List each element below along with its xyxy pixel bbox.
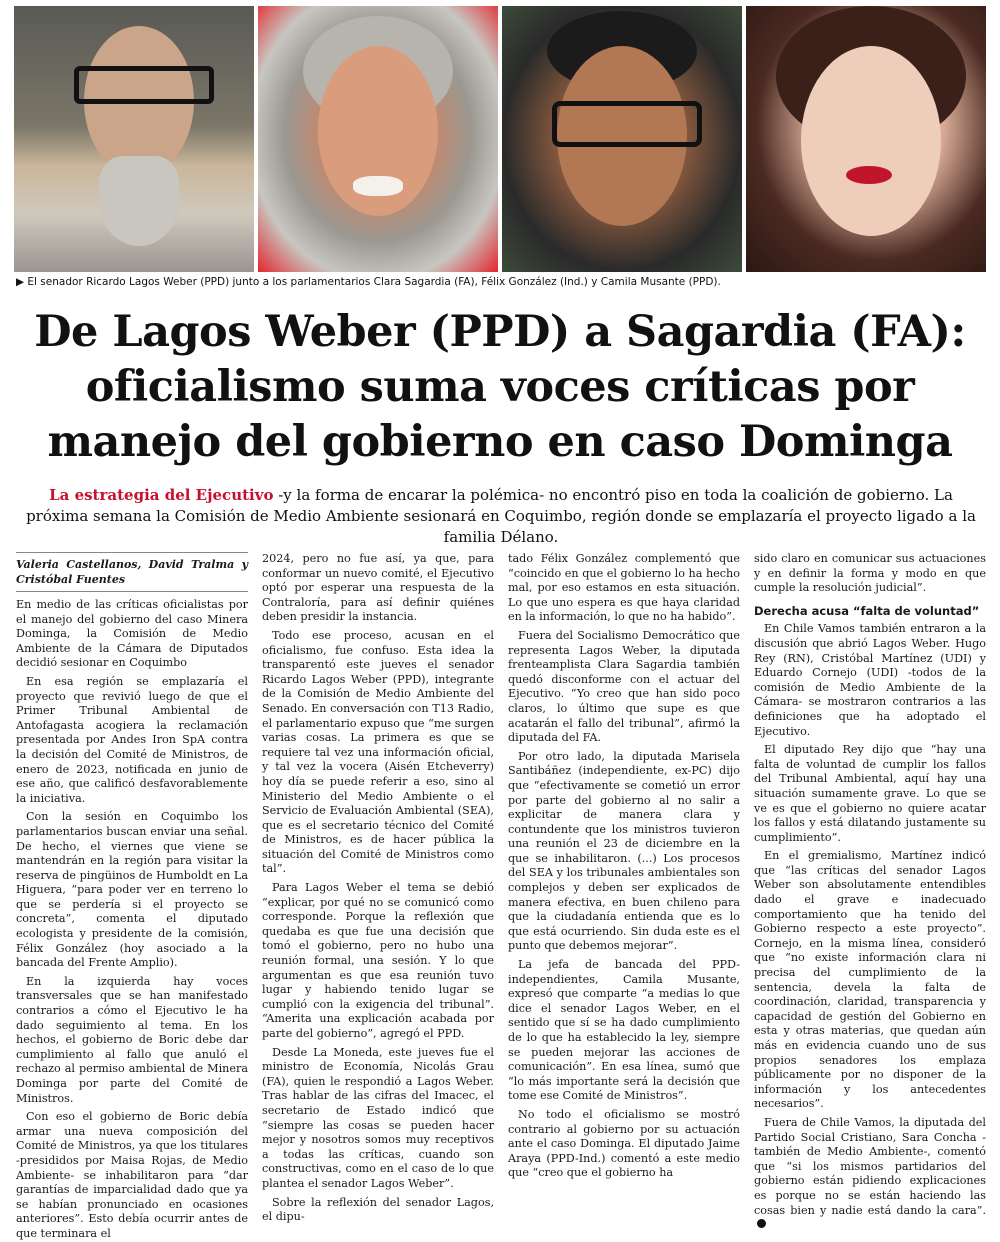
paragraph: Sobre la reflexión del senador Lagos, el dipu-: [262, 1195, 494, 1224]
headline-line: manejo del gobierno en caso Dominga: [47, 417, 953, 467]
paragraph-text: Fuera de Chile Vamos, la diputada del Partido Social Cristiano, Sara Concha -también de Medio Ambiente-, comentó que “si los mismos partidarios del gobierno están pidiendo explicaciones es porque no se están haciendo las cosas bien y nadie está dando la cara”.: [754, 1115, 986, 1217]
paragraph: En Chile Vamos también entraron a la discusión que abrió Lagos Weber. Hugo Rey (RN), Cristóbal Martínez (UDI) y Eduardo Cornejo (UDI) -todos de la comisión de Medio Ambiente de la Cámara- se mostraron contrarios a las definiciones que ha adoptado el Ejecutivo.: [754, 622, 986, 738]
paragraph: sido claro en comunicar sus actuaciones y en definir la forma y modo en que cumple la resolución judicial”.: [754, 552, 986, 595]
photo-strip: [14, 6, 986, 272]
paragraph: Para Lagos Weber el tema se debió “explicar, por qué no se comunicó como corresponde. Porque la reflexión que quedaba es que fue una decisión que tomó el gobierno, pero no hubo una reunión formal, una sesión. Y lo que argumentan es que esa reunión tuvo lugar y habiendo tenido lugar se cumplió con la exigencia del tribunal”. “Amerita una explicación acabada por parte del gobierno”, agregó el PPD.: [262, 881, 494, 1040]
byline: Valeria Castellanos, David Tralma y Cristóbal Fuentes: [16, 552, 248, 592]
photo-clara-sagardia: [258, 6, 498, 272]
article-body: [16, 552, 986, 1240]
paragraph: 2024, pero no fue así, ya que, para conformar un nuevo comité, el Ejecutivo optó por esperar una respuesta de la Contraloría, para así definir quiénes deben presidir la instancia.: [262, 552, 494, 624]
paragraph: No todo el oficialismo se mostró contrario al gobierno por su actuación ante el caso Dominga. El diputado Jaime Araya (PPD-Ind.) comentó a este medio que “creo que el gobierno ha: [508, 1107, 740, 1180]
paragraph: Por otro lado, la diputada Marisela Santibáñez (independiente, ex-PC) dijo que “efectivamente se cometió un error por parte del gobierno al no salir a explicitar de manera clara y contundente que los ministros tuvieron una reunión el 23 de diciembre en la que se inhabilitaron. (...) Los procesos del SEA y los tribunales ambientales son complejos y deben ser explicados de manera efectiva, en buen chileno para que la ciudadanía entienda que es lo que está ocurriendo. Sin duda este es el punto que debemos mejorar”.: [508, 749, 740, 953]
column-4: [754, 552, 986, 1217]
photo-ricardo-lagos-weber: [14, 6, 254, 272]
paragraph: Todo ese proceso, acusan en el oficialismo, fue confuso. Esta idea la transparentó este jueves el senador Ricardo Lagos Weber (PPD), integrante de la Comisión de Medio Ambiente del Senado. En conversación con T13 Radio, el parlamentario expuso que “me surgen varias cosas. La primera es que se requiere tal vez una información oficial, y tal vez la vocera (Aisén Etcheverry) hoy día se puede referir a eso, sino al Ministerio del Medio Ambiente o el Servicio de Evaluación Ambiental (SEA), que es el secretario técnico del Comité de Ministros, es de hacer pública la situación del Comité de Ministros como tal”.: [262, 628, 494, 876]
paragraph: En el gremialismo, Martínez indicó que “las críticas del senador Lagos Weber son absolutamente entendibles dado el grave e inadecuado comportamiento que ha tenido del Gobierno respecto a este proyecto”. Cornejo, en la misma línea, consideró que “no existe información clara ni precisa del cumplimiento de la sentencia, devela la falta de coordinación, claridad, transparencia y capacidad de gestión del Gobierno en esta y otras materias, que quedan aún más en evidencia cuando uno de sus propios senadores los emplaza públicamente por no disponer de la información y los antecedentes necesarios”.: [754, 849, 986, 1111]
paragraph: Desde La Moneda, este jueves fue el ministro de Economía, Nicolás Grau (FA), quien le respondió a Lagos Weber. Tras hablar de las cifras del Imacec, el secretario de Estado indicó que “siempre las cosas se pueden hacer mejor y nosotros somos muy receptivos a todas las críticas, cuando son constructivas, como en el caso de lo que plantea el senador Lagos Weber”.: [262, 1045, 494, 1190]
paragraph: Con la sesión en Coquimbo los parlamentarios buscan enviar una señal. De hecho, el viernes que viene se mantendrán en la región para visitar la reserva de pingüinos de Humboldt en La Higuera, “para poder ver en terreno lo que se perdería si el proyecto se concreta”, comenta el diputado ecologista y presidente de la comisión, Félix González (hoy asociado a la bancada del Frente Amplio).: [16, 810, 248, 970]
paragraph: Con eso el gobierno de Boric debía armar una nueva composición del Comité de Ministros, ya que los titulares -presididos por Maisa Rojas, de Medio Ambiente- se inhabilitaron para “dar garantías de imparcialidad dado que ya se habían pronunciado en ocasiones anteriores”. Esto debía ocurrir antes de que terminara el: [16, 1110, 248, 1240]
subheading: Derecha acusa “falta de voluntad”: [754, 603, 980, 618]
lead-highlight: La estrategia del Ejecutivo: [49, 486, 274, 504]
paragraph: La jefa de bancada del PPD-independientes, Camila Musante, expresó que comparte “a medias lo que dice el senador Lagos Weber, en el sentido que sí se ha dado cumplimiento de lo que ha establecido la ley, siempre se pueden mejorar las acciones de comunicación”. En esa línea, sumó que “lo más importante será la decisión que tome ese Comité de Ministros”.: [508, 958, 740, 1103]
lead-text: -y la forma de encarar la polémica- no encontró piso en toda la coalición de gobierno. La próxima semana la Comisión de Medio Ambiente sesionará en Coquimbo, región donde se emplazaría el proyecto ligado a la familia Délano.: [26, 486, 976, 546]
paragraph: En esa región se emplazaría el proyecto que revivió luego de que el Primer Tribunal Ambiental de Antofagasta acogiera la reclamación presentada por Andes Iron SpA contra la decisión del Comité de Ministros, de enero de 2023, notificada en junio de ese año, que calificó desfavorablemente la iniciativa.: [16, 674, 248, 805]
headline-line: De Lagos Weber (PPD) a Sagardia (FA):: [34, 307, 966, 357]
photo-camila-musante: [746, 6, 986, 272]
paragraph: [754, 1116, 986, 1233]
headline: [0, 305, 1000, 470]
column-2: [262, 552, 494, 1224]
paragraph: En medio de las críticas oficialistas por el manejo del gobierno del caso Minera Dominga, la Comisión de Medio Ambiente de la Cámara de Diputados decidió sesionar en Coquimbo: [16, 598, 248, 670]
column-3: [508, 552, 740, 1180]
headline-line: oficialismo suma voces críticas por: [85, 362, 915, 412]
paragraph: tado Félix González complementó que “coincido en que el gobierno lo ha hecho mal, por eso estamos en esta situación. Lo que uno espera es que haya claridad en la información, lo que no ha habido”.: [508, 552, 740, 624]
photo-felix-gonzalez: [502, 6, 742, 272]
paragraph: En la izquierda hay voces transversales que se han manifestado contrarios a cómo el Ejecutivo le ha dado seguimiento al tema. En los hechos, el gobierno de Boric debe dar cumplimiento al fallo que anuló el rechazo al permiso ambiental de Minera Dominga por parte del Comité de Ministros.: [16, 974, 248, 1105]
column-1: [16, 552, 248, 1240]
photo-caption: ▶ El senador Ricardo Lagos Weber (PPD) junto a los parlamentarios Clara Sagardia (FA), Félix González (Ind.) y Camila Musante (PPD).: [16, 276, 721, 288]
end-mark-icon: [757, 1219, 766, 1228]
paragraph: El diputado Rey dijo que “hay una falta de voluntad de cumplir los fallos del Tribunal Ambiental, aquí hay una situación sumamente grave. Lo que se ve es que el gobierno no quiere acatar los fallos y está dilatando justamente su cumplimiento”.: [754, 743, 986, 844]
lead-paragraph: [16, 485, 986, 548]
paragraph: Fuera del Socialismo Democrático que representa Lagos Weber, la diputada frenteamplista Clara Sagardia también quedó disconforme con el actuar del Ejecutivo. “Yo creo que han sido poco claros, lo último que supe es que acatarán el fallo del tribunal”, afirmó la diputada del FA.: [508, 628, 740, 745]
